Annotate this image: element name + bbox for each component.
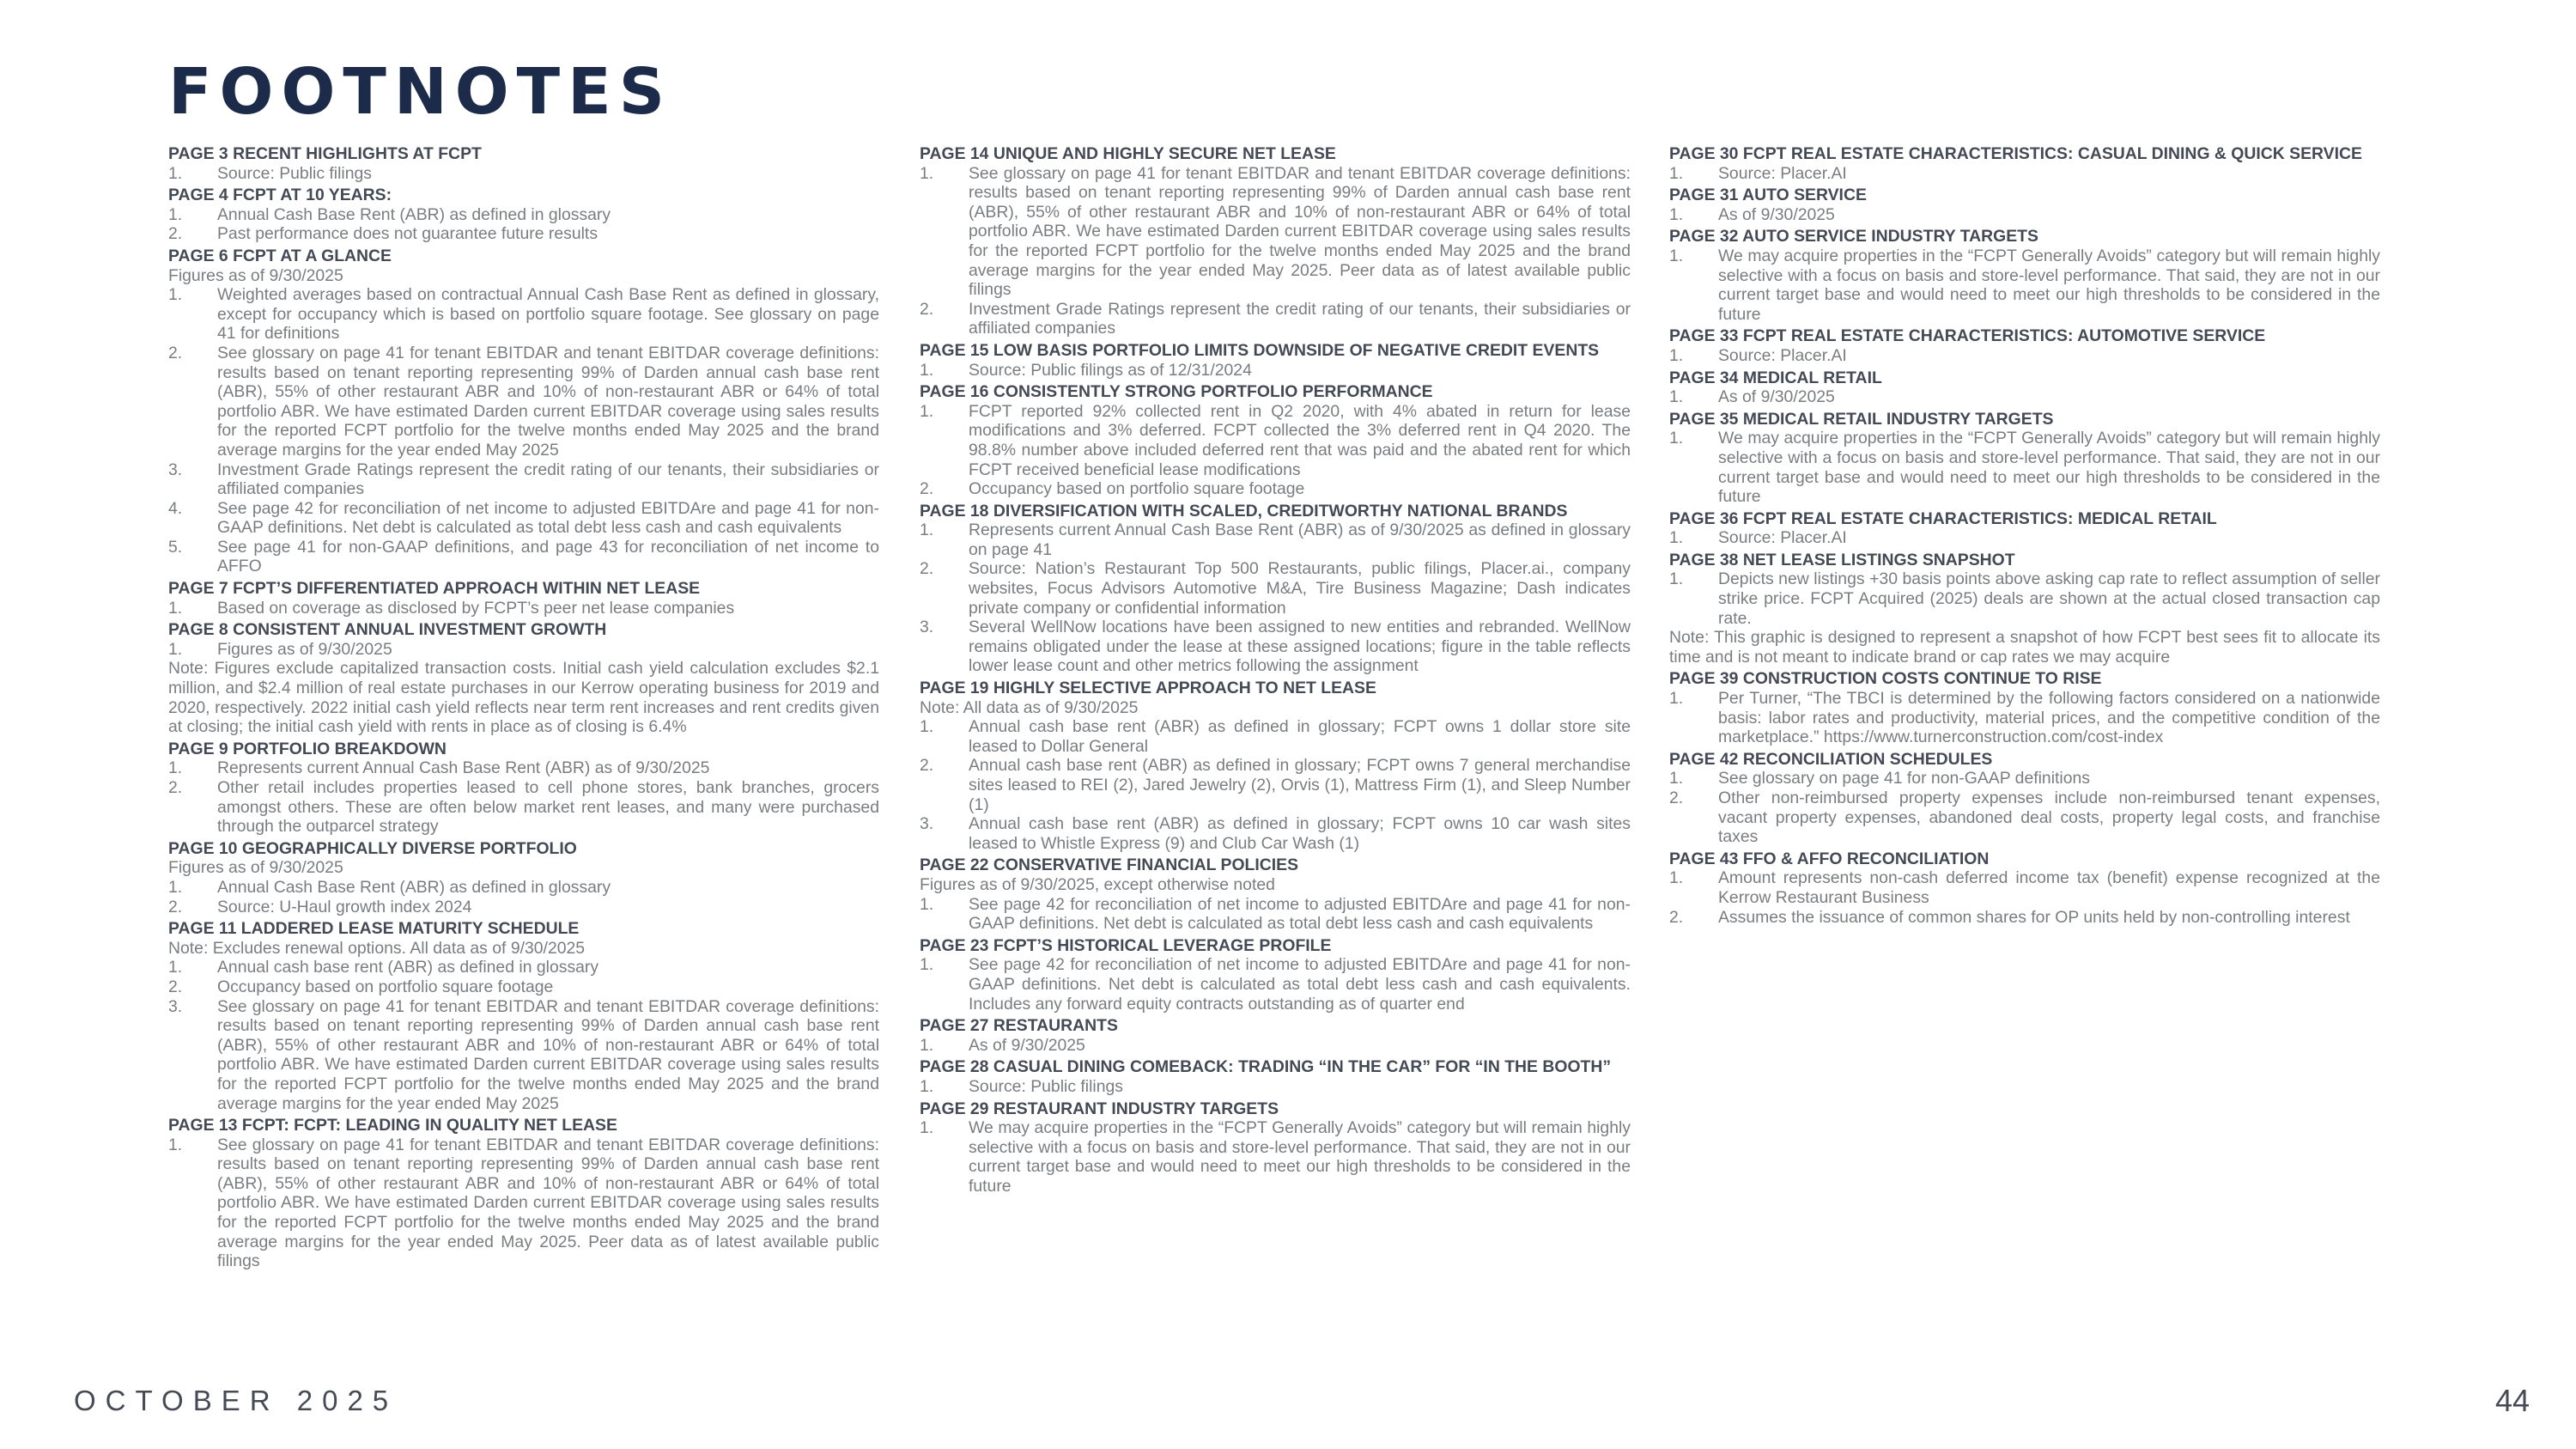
footnote-item <box>920 300 1631 338</box>
footnote-number: 2. <box>920 479 934 499</box>
footnote-number: 1. <box>1669 569 1684 589</box>
footnote-number: 2. <box>920 559 934 579</box>
footnote-list <box>920 1036 1631 1056</box>
footnote-list <box>1669 569 2380 628</box>
footnote-list <box>168 599 879 618</box>
footnote-list <box>168 164 879 184</box>
footnote-list <box>920 402 1631 499</box>
footnote-number: 1. <box>920 521 934 540</box>
footnote-list <box>1669 868 2380 927</box>
page-title: FOOTNOTES <box>168 55 673 129</box>
footnote-item <box>1669 868 2380 907</box>
footnote-list <box>920 895 1631 934</box>
footnote-item <box>920 895 1631 934</box>
footnote-text: See glossary on page 41 for non-GAAP definitions <box>1718 769 2090 788</box>
footnote-text: As of 9/30/2025 <box>1718 204 1835 224</box>
footnote-heading: PAGE 4 FCPT AT 10 YEARS: <box>168 186 392 205</box>
footnote-item <box>1669 528 2380 548</box>
footnote-section <box>1669 849 2380 927</box>
footnote-item <box>168 499 879 538</box>
footnote-text: Amount represents non-cash deferred income tax (benefit) expense recognized at the Kerrow Restaurant Business <box>1718 868 2380 907</box>
footnote-number: 3. <box>168 460 183 479</box>
footnote-heading: PAGE 3 RECENT HIGHLIGHTS AT FCPT <box>168 144 482 163</box>
footnote-number: 1. <box>1669 345 1684 365</box>
footnote-number: 1. <box>168 1135 183 1154</box>
footnote-number: 1. <box>168 758 183 778</box>
footnote-item <box>920 164 1631 300</box>
footnote-heading: PAGE 7 FCPT’S DIFFERENTIATED APPROACH WITHIN NET LEASE <box>168 579 701 599</box>
footnote-item <box>168 977 879 997</box>
footnote-section <box>168 919 879 1113</box>
footnote-list <box>1669 689 2380 747</box>
footnote-item <box>168 778 879 837</box>
footnote-text: Annual cash base rent (ABR) as defined in glossary; FCPT owns 1 dollar store site leased to Dollar General <box>969 717 1631 756</box>
footnote-section <box>1669 368 2380 407</box>
footnote-number: 1. <box>168 598 183 618</box>
footnote-heading: PAGE 32 AUTO SERVICE INDUSTRY TARGETS <box>1669 227 2038 247</box>
footnote-section <box>168 740 879 837</box>
footnote-list <box>1669 429 2380 506</box>
footnote-heading: PAGE 43 FFO & AFFO RECONCILIATION <box>1669 849 1990 868</box>
footnote-section <box>168 144 879 183</box>
footnote-number: 5. <box>168 537 183 557</box>
footnote-item <box>168 640 879 660</box>
footnote-text: Past performance does not guarantee future results <box>217 224 598 244</box>
footnote-number: 2. <box>168 778 183 797</box>
footnote-text: Weighted averages based on contractual Annual Cash Base Rent as defined in glossary, except for occupancy which is based on portfolio square footage. See glossary on page 41 for definitions <box>217 285 879 344</box>
footnote-number: 1. <box>1669 769 1684 788</box>
footnote-number: 1. <box>168 163 183 183</box>
footnote-text: Other non-reimbursed property expenses include non-reimbursed tenant expenses, vacant property expenses, abandoned deal costs, property legal costs, and franchise taxes <box>1718 788 2380 847</box>
footnote-item <box>920 521 1631 559</box>
footnote-heading: PAGE 31 AUTO SERVICE <box>1669 186 1867 205</box>
footnote-number: 1. <box>1669 204 1684 224</box>
footnote-text: Source: Public filings as of 12/31/2024 <box>969 360 1252 380</box>
footnote-number: 1. <box>1669 689 1684 709</box>
footnote-number: 4. <box>168 498 183 518</box>
footnote-heading: PAGE 6 FCPT AT A GLANCE <box>168 246 392 265</box>
footnote-heading: PAGE 15 LOW BASIS PORTFOLIO LIMITS DOWNSIDE OF NEGATIVE CREDIT EVENTS <box>920 340 1600 360</box>
footnote-number: 1. <box>920 1076 934 1096</box>
footnote-heading: PAGE 23 FCPT’S HISTORICAL LEVERAGE PROFILE <box>920 935 1332 955</box>
footnote-section <box>168 186 879 244</box>
footnote-text: Source: Public filings <box>969 1076 1123 1096</box>
footnote-item <box>168 878 879 898</box>
footnote-heading: PAGE 13 FCPT: FCPT: LEADING IN QUALITY NET LEASE <box>168 1116 617 1135</box>
footnote-text: Occupancy based on portfolio square footage <box>217 977 554 996</box>
footnote-note: Note: Excludes renewal options. All data as of 9/30/2025 <box>168 938 586 958</box>
footnote-item <box>1669 346 2380 366</box>
footnote-text: Represents current Annual Cash Base Rent (ABR) as of 9/30/2025 as defined in glossary on page 41 <box>969 521 1631 559</box>
footnote-item <box>168 224 879 244</box>
footnote-section <box>168 579 879 618</box>
footnote-heading: PAGE 14 UNIQUE AND HIGHLY SECURE NET LEASE <box>920 144 1336 163</box>
footnote-number: 1. <box>1669 868 1684 888</box>
footnote-heading: PAGE 29 RESTAURANT INDUSTRY TARGETS <box>920 1099 1279 1118</box>
footnotes-column-1 <box>168 144 879 1274</box>
footnote-list <box>168 285 879 576</box>
footnote-item <box>168 460 879 499</box>
footnote-number: 3. <box>920 618 934 637</box>
footnote-text: See glossary on page 41 for tenant EBITDAR and tenant EBITDAR coverage definitions: results based on tenant reporting representing 99% of Darden annual cash base rent (ABR), 55% of other restaurant ABR and 10% of non-restaurant ABR or 64% of total portfolio ABR. We have estimated Darden current EBITDAR coverage using sales results for the reported FCPT portfolio for the twelve months ended May 2025 and the brand average margins for the year ended May 2025 <box>217 343 879 460</box>
footnote-number: 1. <box>1669 246 1684 265</box>
footnote-item <box>1669 769 2380 788</box>
footnote-heading: PAGE 9 PORTFOLIO BREAKDOWN <box>168 739 447 758</box>
footnote-item <box>168 285 879 344</box>
footnote-text: See glossary on page 41 for tenant EBITDAR and tenant EBITDAR coverage definitions: results based on tenant reporting representing 99% of Darden annual cash base rent (ABR), 55% of other restaurant ABR and 10% of non-restaurant ABR or 64% of total portfolio ABR. We have estimated Darden current EBITDAR coverage using sales results for the reported FCPT portfolio for the twelve months ended May 2025 and the brand average margins for the year ended May 2025. Peer data as of latest available public filings <box>969 163 1631 300</box>
footnote-heading: PAGE 11 LADDERED LEASE MATURITY SCHEDULE <box>168 919 580 939</box>
footnote-text: Source: Placer.AI <box>1718 345 1847 365</box>
footnote-heading: PAGE 19 HIGHLY SELECTIVE APPROACH TO NET LEASE <box>920 679 1376 698</box>
footnote-number: 1. <box>168 204 183 224</box>
footnote-item <box>920 479 1631 499</box>
footnote-list <box>920 1077 1631 1097</box>
footnote-text: Source: U-Haul growth index 2024 <box>217 897 472 916</box>
footnote-section <box>1669 326 2380 365</box>
footnote-section <box>168 247 879 576</box>
page-number: 44 <box>2494 1383 2530 1418</box>
footnote-text: Investment Grade Ratings represent the credit rating of our tenants, their subsidiaries or affiliated companies <box>969 299 1631 338</box>
footnote-item <box>920 955 1631 1014</box>
footnote-item <box>1669 247 2380 324</box>
footnote-number: 3. <box>920 814 934 834</box>
footnote-text: Based on coverage as disclosed by FCPT’s peer net lease companies <box>217 598 735 618</box>
footnote-item <box>168 958 879 977</box>
footnote-text: Assumes the issuance of common shares for OP units held by non-controlling interest <box>1718 907 2350 927</box>
footnote-number: 2. <box>168 897 183 916</box>
footnote-note: Note: All data as of 9/30/2025 <box>920 697 1139 717</box>
footnote-list <box>168 1135 879 1271</box>
footnote-section <box>920 1016 1631 1055</box>
footnote-item <box>168 1135 879 1271</box>
footnote-list <box>920 164 1631 338</box>
footnote-note: Figures as of 9/30/2025 <box>168 858 343 878</box>
footnote-text: Investment Grade Ratings represent the credit rating of our tenants, their subsidiaries or affiliated companies <box>217 460 879 499</box>
footnote-text: Occupancy based on portfolio square footage <box>969 479 1305 499</box>
footnote-item <box>920 1118 1631 1196</box>
footnote-text: We may acquire properties in the “FCPT Generally Avoids” category but will remain highly selective with a focus on basis and store-level performance. That said, they are not in our current target base and would need to meet our high thresholds to be considered in the future <box>1718 429 2380 507</box>
footnote-number: 1. <box>1669 429 1684 448</box>
footnote-item <box>1669 689 2380 747</box>
footnote-list <box>168 640 879 660</box>
footnote-section <box>1669 509 2380 548</box>
footnote-list <box>168 758 879 836</box>
footnote-text: Source: Nation’s Restaurant Top 500 Restaurants, public filings, Placer.ai., company websites, Focus Advisors Automotive M&A, Tire Business Magazine; Dash indicates private company or confidential information <box>969 559 1631 618</box>
footnote-heading: PAGE 39 CONSTRUCTION COSTS CONTINUE TO RISE <box>1669 669 2102 689</box>
footnote-note: Note: This graphic is designed to represent a snapshot of how FCPT best sees fit to allocate its time and is not meant to indicate brand or cap rates we may acquire <box>1669 628 2380 667</box>
footnote-text: Several WellNow locations have been assigned to new entities and rebranded. WellNow remains obligated under the lease at these assigned locations; figure in the table reflects lower lease count and other metrics following the assignment <box>969 618 1631 676</box>
footnote-section <box>168 839 879 916</box>
footnote-item <box>168 164 879 184</box>
footnote-text: Source: Public filings <box>217 163 372 183</box>
footnote-list <box>1669 346 2380 366</box>
footnote-section <box>920 1099 1631 1196</box>
footnote-number: 2. <box>168 343 183 362</box>
footnote-heading: PAGE 16 CONSISTENTLY STRONG PORTFOLIO PERFORMANCE <box>920 382 1433 402</box>
footnote-number: 1. <box>920 1118 934 1138</box>
footnote-heading: PAGE 33 FCPT REAL ESTATE CHARACTERISTICS: AUTOMOTIVE SERVICE <box>1669 326 2266 346</box>
footnote-section <box>1669 750 2380 847</box>
footnote-list <box>1669 205 2380 225</box>
footnote-section <box>920 502 1631 676</box>
footnote-list <box>920 717 1631 853</box>
footnote-item <box>1669 164 2380 184</box>
footnote-heading: PAGE 35 MEDICAL RETAIL INDUSTRY TARGETS <box>1669 409 2054 429</box>
footnote-section <box>920 936 1631 1014</box>
footnote-number: 1. <box>920 717 934 737</box>
footnote-note: Figures as of 9/30/2025 <box>168 265 343 285</box>
footnote-text: As of 9/30/2025 <box>969 1035 1085 1055</box>
footnote-item <box>168 997 879 1114</box>
footnote-item <box>920 618 1631 676</box>
footer-date: OCTOBER 2025 <box>74 1385 398 1416</box>
footnote-item <box>920 717 1631 756</box>
footnote-item <box>920 402 1631 479</box>
footnote-text: Per Turner, “The TBCI is determined by the following factors considered on a nationwide basis: labor rates and productivity, material prices, and the competitive condition of the marketplace.” https://www.turnerconstruction.com/cost-index <box>1718 689 2380 747</box>
footnote-section <box>168 620 879 737</box>
footnote-item <box>920 361 1631 381</box>
footnote-item <box>920 559 1631 618</box>
footnote-section <box>1669 144 2380 183</box>
footnote-item <box>1669 908 2380 928</box>
footnote-section <box>920 341 1631 380</box>
footnote-section <box>1669 551 2380 667</box>
footnote-number: 1. <box>1669 163 1684 183</box>
footnote-section <box>1669 669 2380 746</box>
footnote-section <box>1669 186 2380 224</box>
footnote-item <box>1669 387 2380 407</box>
footnote-list <box>920 361 1631 381</box>
footnote-text: See page 42 for reconciliation of net income to adjusted EBITDAre and page 41 for non-GAAP definitions. Net debt is calculated as total debt less cash and cash equivalents. Includes any forward equity contracts outstanding as of quarter end <box>969 955 1631 1014</box>
footnote-number: 1. <box>1669 528 1684 548</box>
footnote-text: See glossary on page 41 for tenant EBITDAR and tenant EBITDAR coverage definitions: results based on tenant reporting representing 99% of Darden annual cash base rent (ABR), 55% of other restaurant ABR and 10% of non-restaurant ABR or 64% of total portfolio ABR. We have estimated Darden current EBITDAR coverage using sales results for the reported FCPT portfolio for the twelve months ended May 2025 and the brand average margins for the year ended May 2025. Peer data as of latest available public filings <box>217 1135 879 1271</box>
footnote-item <box>168 898 879 917</box>
footnote-heading: PAGE 18 DIVERSIFICATION WITH SCALED, CREDITWORTHY NATIONAL BRANDS <box>920 501 1568 521</box>
footnote-text: As of 9/30/2025 <box>1718 387 1835 407</box>
footnote-text: Annual Cash Base Rent (ABR) as defined in glossary <box>217 204 611 224</box>
footnote-heading: PAGE 10 GEOGRAPHICALLY DIVERSE PORTFOLIO <box>168 838 577 858</box>
footnote-list <box>1669 164 2380 184</box>
footnote-list <box>1669 528 2380 548</box>
footnote-number: 1. <box>920 163 934 183</box>
footnote-list <box>920 1118 1631 1196</box>
footnote-text: Source: Placer.AI <box>1718 528 1847 548</box>
footnote-number: 2. <box>1669 907 1684 927</box>
footnote-heading: PAGE 30 FCPT REAL ESTATE CHARACTERISTICS: CASUAL DINING & QUICK SERVICE <box>1669 144 2362 163</box>
footnote-list <box>168 878 879 916</box>
footnote-item <box>920 1077 1631 1097</box>
footnote-item <box>920 756 1631 814</box>
footnotes-column-2 <box>920 144 1631 1198</box>
footnote-number: 2. <box>920 299 934 319</box>
footnote-section <box>920 382 1631 499</box>
footnote-text: Depicts new listings +30 basis points above asking cap rate to reflect assumption of seller strike price. FCPT Acquired (2025) deals are shown at the actual closed transaction cap rate. <box>1718 569 2380 628</box>
footnote-section <box>920 144 1631 338</box>
footnote-text: Source: Placer.AI <box>1718 163 1847 183</box>
footnote-text: Annual Cash Base Rent (ABR) as defined in glossary <box>217 877 611 897</box>
footnote-section <box>920 855 1631 933</box>
footnote-item <box>168 758 879 778</box>
footnote-list <box>920 955 1631 1014</box>
footnote-number: 3. <box>168 996 183 1016</box>
footnote-item <box>1669 205 2380 225</box>
footnote-item <box>168 205 879 225</box>
footnote-number: 1. <box>920 894 934 914</box>
footnote-item <box>168 599 879 618</box>
footnote-text: We may acquire properties in the “FCPT Generally Avoids” category but will remain highly selective with a focus on basis and store-level performance. That said, they are not in our current target base and would need to meet our high thresholds to be considered in the future <box>1718 246 2380 324</box>
footnote-item <box>168 538 879 576</box>
footnote-text: See page 41 for non-GAAP definitions, and page 43 for reconciliation of net income to AFFO <box>217 537 879 576</box>
footnote-list <box>920 521 1631 676</box>
footnote-section <box>920 1057 1631 1096</box>
footnote-number: 2. <box>920 756 934 776</box>
footnote-note: Figures as of 9/30/2025, except otherwise noted <box>920 874 1275 894</box>
footnote-number: 1. <box>168 285 183 305</box>
footnote-section <box>168 1116 879 1271</box>
footnote-text: We may acquire properties in the “FCPT Generally Avoids” category but will remain highly selective with a focus on basis and store-level performance. That said, they are not in our current target base and would need to meet our high thresholds to be considered in the future <box>969 1118 1631 1196</box>
footnote-text: Annual cash base rent (ABR) as defined in glossary; FCPT owns 10 car wash sites leased to Whistle Express (9) and Club Car Wash (1) <box>969 814 1631 853</box>
footnote-heading: PAGE 22 CONSERVATIVE FINANCIAL POLICIES <box>920 855 1299 875</box>
footnote-list <box>168 205 879 244</box>
footnote-text: Represents current Annual Cash Base Rent (ABR) as of 9/30/2025 <box>217 758 710 778</box>
footnote-text: Figures as of 9/30/2025 <box>217 639 392 659</box>
footnote-number: 1. <box>920 360 934 380</box>
footnote-heading: PAGE 36 FCPT REAL ESTATE CHARACTERISTICS: MEDICAL RETAIL <box>1669 508 2217 528</box>
footnote-list <box>1669 769 2380 846</box>
footnote-number: 2. <box>168 224 183 244</box>
footnote-text: See page 42 for reconciliation of net income to adjusted EBITDAre and page 41 for non-GAAP definitions. Net debt is calculated as total debt less cash and cash equivalents <box>969 894 1631 934</box>
footnote-number: 1. <box>168 877 183 897</box>
footnote-text: Other retail includes properties leased to cell phone stores, bank branches, grocers amongst others. These are often below market rent leases, and many were purchased through the outparcel strategy <box>217 778 879 837</box>
footnote-number: 1. <box>920 955 934 975</box>
footnote-list <box>168 958 879 1113</box>
footnote-list <box>1669 247 2380 324</box>
footnotes-column-3 <box>1669 144 2380 929</box>
footnote-heading: PAGE 27 RESTAURANTS <box>920 1016 1118 1036</box>
footnote-item <box>1669 569 2380 628</box>
footnote-heading: PAGE 38 NET LEASE LISTINGS SNAPSHOT <box>1669 550 2015 569</box>
footnote-heading: PAGE 42 RECONCILIATION SCHEDULES <box>1669 749 1993 769</box>
footnote-heading: PAGE 34 MEDICAL RETAIL <box>1669 368 1882 387</box>
footnote-item <box>168 344 879 460</box>
footnote-text: See page 42 for reconciliation of net income to adjusted EBITDAre and page 41 for non-GAAP definitions. Net debt is calculated as total debt less cash and cash equivalents <box>217 498 879 538</box>
footnote-note: Note: Figures exclude capitalized transaction costs. Initial cash yield calculation excludes $2.1 million, and $2.4 million of real estate purchases in our Kerrow operating business for 2019 and 2020, respectively. 2022 initial cash yield reflects near term rent increases and rent credits given at closing; the initial cash yield with rents in place as of closing is 6.4% <box>168 659 879 737</box>
footnote-item <box>1669 788 2380 847</box>
footnote-item <box>1669 429 2380 506</box>
footnote-text: Annual cash base rent (ABR) as defined in glossary <box>217 958 599 977</box>
footnote-number: 1. <box>168 958 183 977</box>
footnote-section <box>920 679 1631 853</box>
footnote-item <box>920 814 1631 853</box>
footnote-item <box>920 1036 1631 1056</box>
footnote-number: 1. <box>1669 387 1684 407</box>
footnote-number: 1. <box>168 639 183 659</box>
footnote-text: Annual cash base rent (ABR) as defined in glossary; FCPT owns 7 general merchandise sites leased to REI (2), Jared Jewelry (2), Orvis (1), Mattress Firm (1), and Sleep Number (1) <box>969 756 1631 814</box>
footnote-heading: PAGE 8 CONSISTENT ANNUAL INVESTMENT GROWTH <box>168 620 607 640</box>
footnote-section <box>1669 410 2380 507</box>
footnote-text: See glossary on page 41 for tenant EBITDAR and tenant EBITDAR coverage definitions: results based on tenant reporting representing 99% of Darden annual cash base rent (ABR), 55% of other restaurant ABR and 10% of non-restaurant ABR or 64% of total portfolio ABR. We have estimated Darden current EBITDAR coverage using sales results for the reported FCPT portfolio for the twelve months ended May 2025 and the brand average margins for the year ended May 2025 <box>217 996 879 1113</box>
footnote-number: 1. <box>920 1035 934 1055</box>
footnote-list <box>1669 387 2380 407</box>
footnote-number: 2. <box>1669 788 1684 807</box>
footnote-number: 1. <box>920 401 934 421</box>
footnote-text: FCPT reported 92% collected rent in Q2 2020, with 4% abated in return for lease modifications and 3% deferred. FCPT collected the 3% deferred rent in Q4 2020. The 98.8% number above included deferred rent that was paid and the abated rent for which FCPT received beneficial lease modifications <box>969 401 1631 479</box>
footnote-section <box>1669 227 2380 324</box>
footnote-heading: PAGE 28 CASUAL DINING COMEBACK: TRADING “IN THE CAR” FOR “IN THE BOOTH” <box>920 1057 1612 1077</box>
footnote-number: 2. <box>168 977 183 996</box>
